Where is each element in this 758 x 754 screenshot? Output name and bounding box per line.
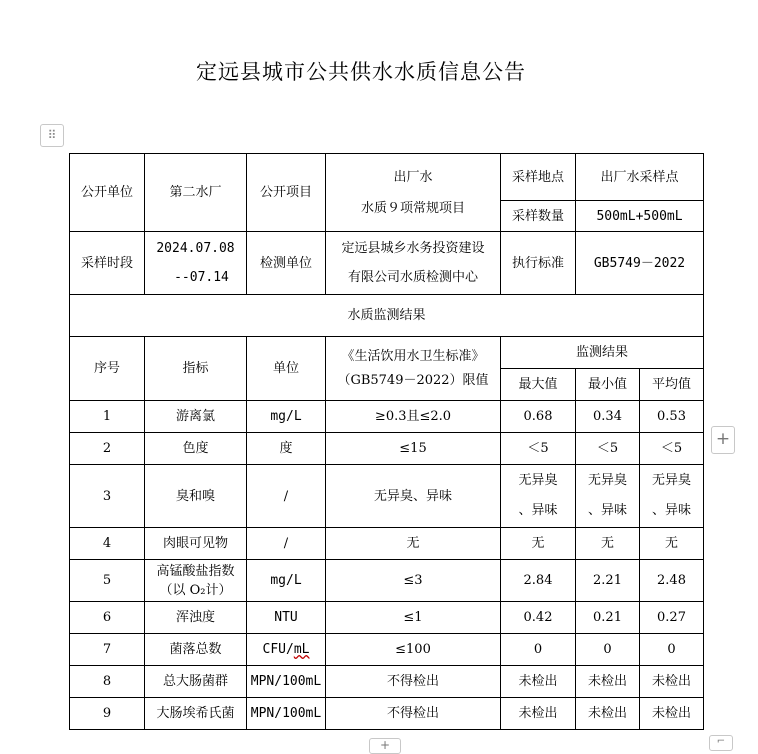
row-avg bbox=[640, 465, 704, 528]
testing-unit-value bbox=[326, 232, 501, 295]
row-unit-prefix: CFU/ bbox=[262, 642, 294, 657]
row-avg: 0.53 bbox=[640, 401, 704, 433]
row-max: 0.68 bbox=[501, 401, 576, 433]
row-indicator-line1: 高锰酸盐指数 bbox=[156, 563, 235, 579]
row-unit: / bbox=[247, 465, 326, 528]
col-header-monitoring: 监测结果 bbox=[501, 337, 704, 369]
disclosure-unit-label: 公开单位 bbox=[70, 154, 145, 232]
row-indicator: 菌落总数 bbox=[145, 634, 247, 666]
row-unit: 度 bbox=[247, 433, 326, 465]
row-avg: 未检出 bbox=[640, 698, 704, 730]
row-min: 0.21 bbox=[576, 602, 640, 634]
row-unit: NTU bbox=[247, 602, 326, 634]
table-row bbox=[70, 465, 704, 528]
row-indicator: 大肠埃希氏菌 bbox=[145, 698, 247, 730]
add-row-button[interactable]: + bbox=[369, 738, 401, 754]
row-max: 未检出 bbox=[501, 666, 576, 698]
row-max: 0 bbox=[501, 634, 576, 666]
testing-unit-line1: 定远县城乡水务投资建设 bbox=[341, 241, 485, 256]
page-title: 定远县城市公共供水水质信息公告 bbox=[196, 60, 526, 84]
row-limit: 不得检出 bbox=[326, 666, 501, 698]
row-unit bbox=[247, 634, 326, 666]
row-max-line1: 无异臭 bbox=[518, 473, 558, 488]
row-unit: MPN/100mL bbox=[247, 698, 326, 730]
disclosure-item-line2: 水质９项常规项目 bbox=[360, 200, 465, 216]
row-max: 2.84 bbox=[501, 560, 576, 602]
row-avg: 0 bbox=[640, 634, 704, 666]
table-row bbox=[70, 433, 704, 465]
row-avg-line2: 、异味 bbox=[652, 503, 692, 518]
drag-handle-icon[interactable]: ⠿ bbox=[40, 124, 64, 147]
row-no: 1 bbox=[70, 401, 145, 433]
row-no: 6 bbox=[70, 602, 145, 634]
col-header-no: 序号 bbox=[70, 337, 145, 401]
row-limit: ≤15 bbox=[326, 433, 501, 465]
row-avg: 2.48 bbox=[640, 560, 704, 602]
row-indicator-line2: （以 O₂计） bbox=[159, 582, 232, 598]
col-header-unit: 单位 bbox=[247, 337, 326, 401]
disclosure-item-line1: 出厂水 bbox=[393, 169, 433, 185]
sampling-location-value: 出厂水采样点 bbox=[576, 154, 704, 201]
water-quality-table bbox=[69, 153, 704, 730]
sampling-time-line1: 2024.07.08 bbox=[156, 241, 235, 256]
row-avg: 0.27 bbox=[640, 602, 704, 634]
sampling-time-line2: --07.14 bbox=[174, 270, 229, 285]
row-indicator bbox=[145, 560, 247, 602]
row-max: 0.42 bbox=[501, 602, 576, 634]
row-max: ＜5 bbox=[501, 433, 576, 465]
row-no: 7 bbox=[70, 634, 145, 666]
table-row bbox=[70, 666, 704, 698]
row-min: 未检出 bbox=[576, 698, 640, 730]
row-min bbox=[576, 465, 640, 528]
col-header-indicator: 指标 bbox=[145, 337, 247, 401]
row-unit: / bbox=[247, 528, 326, 560]
row-limit: ≥0.3且≤2.0 bbox=[326, 401, 501, 433]
row-max: 未检出 bbox=[501, 698, 576, 730]
row-limit: 无 bbox=[326, 528, 501, 560]
col-header-limit-line2: （GB5749－2022）限值 bbox=[337, 372, 489, 388]
row-limit: ≤1 bbox=[326, 602, 501, 634]
sampling-location-label: 采样地点 bbox=[501, 154, 576, 201]
row-indicator: 臭和嗅 bbox=[145, 465, 247, 528]
row-min: 0 bbox=[576, 634, 640, 666]
row-min: 未检出 bbox=[576, 666, 640, 698]
row-min: 2.21 bbox=[576, 560, 640, 602]
row-limit: ≤100 bbox=[326, 634, 501, 666]
row-avg: 无 bbox=[640, 528, 704, 560]
row-min-line2: 、异味 bbox=[587, 503, 627, 518]
table-row bbox=[70, 634, 704, 666]
row-avg-line1: 无异臭 bbox=[652, 473, 692, 488]
row-indicator: 色度 bbox=[145, 433, 247, 465]
sampling-time-value bbox=[145, 232, 247, 295]
row-no: 4 bbox=[70, 528, 145, 560]
row-limit: 不得检出 bbox=[326, 698, 501, 730]
row-avg: 未检出 bbox=[640, 666, 704, 698]
row-max-line2: 、异味 bbox=[518, 503, 558, 518]
row-no: 8 bbox=[70, 666, 145, 698]
table-row bbox=[70, 698, 704, 730]
table-row bbox=[70, 560, 704, 602]
table-row bbox=[70, 401, 704, 433]
row-min: ＜5 bbox=[576, 433, 640, 465]
row-indicator: 总大肠菌群 bbox=[145, 666, 247, 698]
standard-value: GB5749－2022 bbox=[576, 232, 704, 295]
row-indicator: 肉眼可见物 bbox=[145, 528, 247, 560]
results-section-title: 水质监测结果 bbox=[70, 295, 704, 337]
row-min: 无 bbox=[576, 528, 640, 560]
disclosure-item-value bbox=[326, 154, 501, 232]
col-header-min: 最小值 bbox=[576, 369, 640, 401]
col-header-limit bbox=[326, 337, 501, 401]
testing-unit-label: 检测单位 bbox=[247, 232, 326, 295]
disclosure-item-label: 公开项目 bbox=[247, 154, 326, 232]
row-limit: 无异臭、异味 bbox=[326, 465, 501, 528]
table-row bbox=[70, 602, 704, 634]
row-unit: MPN/100mL bbox=[247, 666, 326, 698]
standard-label: 执行标准 bbox=[501, 232, 576, 295]
row-unit-suffix: mL bbox=[293, 642, 310, 657]
disclosure-unit-value: 第二水厂 bbox=[145, 154, 247, 232]
sampling-quantity-value: 500mL+500mL bbox=[576, 201, 704, 232]
row-indicator: 浑浊度 bbox=[145, 602, 247, 634]
row-no: 3 bbox=[70, 465, 145, 528]
sampling-time-label: 采样时段 bbox=[70, 232, 145, 295]
row-no: 2 bbox=[70, 433, 145, 465]
sampling-quantity-label: 采样数量 bbox=[501, 201, 576, 232]
col-header-max: 最大值 bbox=[501, 369, 576, 401]
row-max bbox=[501, 465, 576, 528]
col-header-limit-line1: 《生活饮用水卫生标准》 bbox=[341, 348, 485, 364]
row-min-line1: 无异臭 bbox=[587, 473, 627, 488]
row-no: 9 bbox=[70, 698, 145, 730]
row-min: 0.34 bbox=[576, 401, 640, 433]
row-unit: mg/L bbox=[247, 560, 326, 602]
row-max: 无 bbox=[501, 528, 576, 560]
row-indicator: 游离氯 bbox=[145, 401, 247, 433]
row-avg: ＜5 bbox=[640, 433, 704, 465]
col-header-avg: 平均值 bbox=[640, 369, 704, 401]
row-no: 5 bbox=[70, 560, 145, 602]
table-resize-handle-icon[interactable]: ⌐ bbox=[709, 735, 733, 751]
add-column-button[interactable]: + bbox=[711, 426, 735, 454]
row-limit: ≤3 bbox=[326, 560, 501, 602]
row-unit: mg/L bbox=[247, 401, 326, 433]
table-row bbox=[70, 528, 704, 560]
testing-unit-line2: 有限公司水质检测中心 bbox=[347, 270, 478, 285]
